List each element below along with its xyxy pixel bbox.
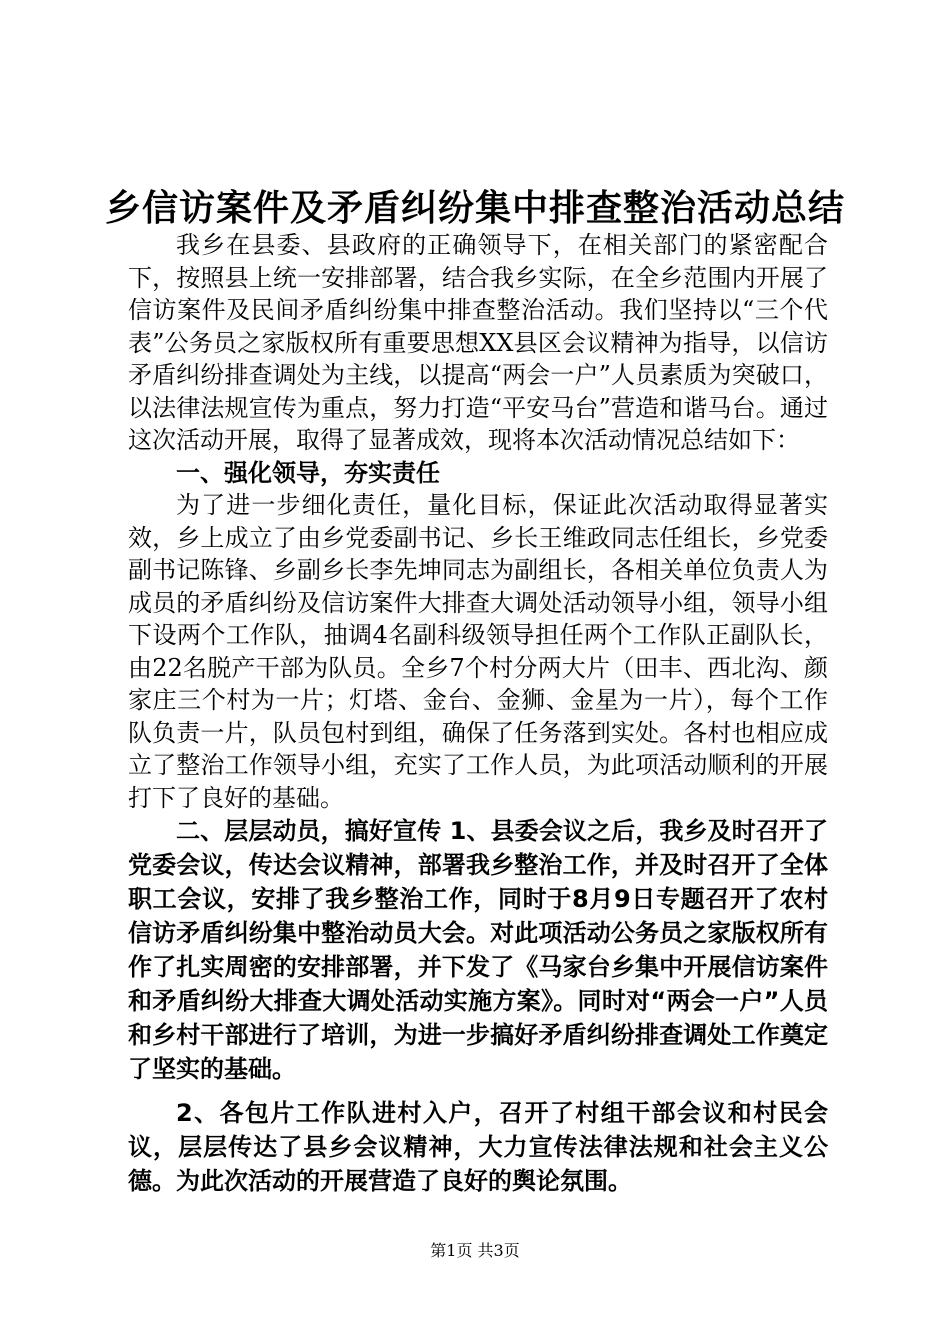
section-heading-1: 一、强化领导，夯实责任	[176, 458, 440, 487]
section-1-paragraph: 为了进一步细化责任，量化目标，保证此次活动取得显著实效，乡上成立了由乡党委副书记、乡长王维政同志任组长，乡党委副书记陈锋、乡副乡长李先坤同志为副组长，各相关单位负责人为成员的矛盾纠纷及信访案件大排查大调处活动领导小组，领导小组下设两个工作队，抽调4名副科级领导担任两个工作队正副队长，由22名脱产干部为队员。全乡7个村分两大片（田丰、西北沟、颜家庄三个村为一片；灯塔、金台、金狮、金星为一片），每个工作队负责一片，队员包村到组，确保了任务落到实处。各村也相应成立了整治工作领导小组，充实了工作人员，为此项活动顺利的开展打下了良好的基础。	[128, 491, 828, 812]
intro-paragraph: 我乡在县委、县政府的正确领导下，在相关部门的紧密配合下，按照县上统一安排部署，结合我乡实际，在全乡范围内开展了信访案件及民间矛盾纠纷集中排查整治活动。我们坚持以“三个代表”公务员之家版权所有重要思想XX县区会议精神为指导，以信访矛盾纠纷排查调处为主线，以提高“两会一户”人员素质为突破口，以法律法规宣传为重点，努力打造“平安马台”营造和谐马台。通过这次活动开展，取得了显著成效，现将本次活动情况总结如下：	[128, 231, 828, 454]
section-2-item-2-paragraph: 2、各包片工作队进村入户，召开了村组干部会议和村民会议，层层传达了县乡会议精神，大力宣传法律法规和社会主义公德。为此次活动的开展营造了良好的舆论氛围。	[128, 1099, 828, 1195]
document-body	[128, 229, 828, 1198]
page-number-footer: 第1页 共3页	[430, 1241, 520, 1260]
section-2-paragraph: 二、层层动员，搞好宣传 1、县委会议之后，我乡及时召开了党委会议，传达会议精神，部署我乡整治工作，并及时召开了全体职工会议，安排了我乡整治工作，同时于8月9日专题召开了农村信访矛盾纠纷集中整治动员大会。对此项活动公务员之家版权所有作了扎实周密的安排部署，并下发了《马家台乡集中开展信访案件和矛盾纠纷大排查大调处活动实施方案》。同时对“两会一户”人员和乡村干部进行了培训，为进一步搞好矛盾纠纷排查调处工作奠定了坚实的基础。	[128, 817, 828, 1083]
document-title: 乡信访案件及矛盾纠纷集中排查整治活动总结	[104, 187, 845, 229]
